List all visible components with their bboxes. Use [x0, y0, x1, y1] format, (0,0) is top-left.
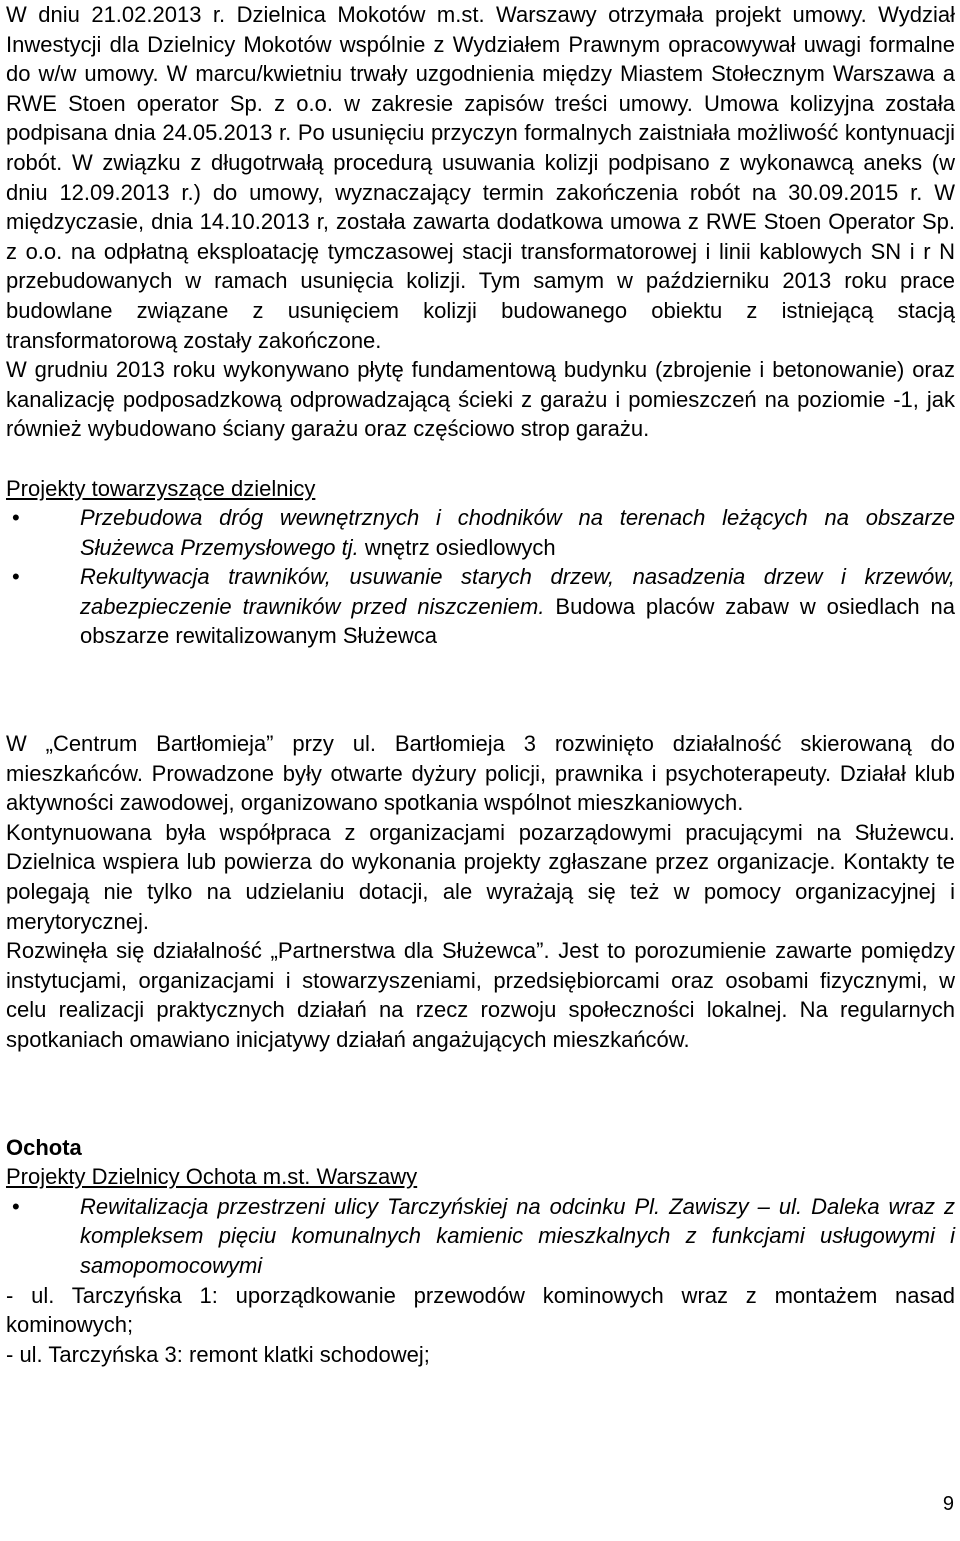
spacer [6, 1055, 955, 1133]
intro-paragraph: W dniu 21.02.2013 r. Dzielnica Mokotów m.st. Warszawy otrzymała projekt umowy. Wydział Inwestycji dla Dzielnicy Mokotów wspólnie z Wydziałem Prawnym opracowywał uwagi formalne do w/w umowy. W marcu/kwietniu trwały uzgodnienia między Miastem Stołecznym Warszawa a RWE Stoen operator Sp. z o.o. w zakresie zapisów treści umowy. Umowa kolizyjna została podpisana dnia 24.05.2013 r. Po usunięciu przyczyn formalnych zaistniała możliwość kontynuacji robót. W związku z długotrwałą procedurą usuwania kolizji podpisano z wykonawcą aneks (w dniu 12.09.2013 r.) do umowy, wyznaczający termin zakończenia robót na 30.09.2015 r. W międzyczasie, dnia 14.10.2013 r, została zawarta dodatkowa umowa z RWE Stoen Operator Sp. z o.o. na odpłatną eksploatację tymczasowej stacji transformatorowej i linii kablowych SN i r N przebudowanych w ramach usunięcia kolizji. Tym samym w październiku 2013 roku prace budowlane związane z usunięciem kolizji budowanego obiektu z istniejącą stacją transformatorową zostały zakończone. [6, 2, 955, 353]
page-number: 9 [942, 1493, 954, 1515]
document-page [6, 0, 955, 1369]
centrum-paragraph: W „Centrum Bartłomieja” przy ul. Bartłomieja 3 rozwinięto działalność skierowaną do mieszkańców. Prowadzone były otwarte dyżury policji, prawnika i psychoterapeuty. Działał klub aktywności zawodowej, organizowano spotkania wspólnot mieszkaniowych. [6, 731, 955, 816]
list-item [6, 503, 955, 562]
ochota-item-1: - ul. Tarczyńska 1: uporządkowanie przewodów kominowych wraz z montażem nasad kominowych; [6, 1282, 955, 1338]
ochota-bullet-list [6, 1192, 955, 1281]
bullet-icon: • [12, 505, 20, 531]
bullet-icon: • [12, 564, 20, 590]
bullet-plain-text: Budowa placów zabaw w osiedlach na obszarze rewitalizowanym Służewca [80, 593, 956, 649]
bullet-italic-text: Rekultywacja trawników, usuwanie starych drzew, nasadzenia drzew i krzewów, zabezpieczenie trawników przed niszczeniem. [80, 564, 955, 619]
spacer [6, 444, 955, 474]
bullet-italic-text: Przebudowa dróg wewnętrznych i chodników na terenach leżących na obszarze Służewca Przemysłowego tj. [80, 505, 955, 560]
bullet-text: Rewitalizacja przestrzeni ulicy Tarczyńskiej na odcinku Pl. Zawiszy – ul. Daleka wraz z kompleksem pięciu komunalnych kamienic mieszkalnych z funkcjami usługowymi i samopomocowymi [80, 1193, 955, 1278]
december-paragraph: W grudniu 2013 roku wykonywano płytę fundamentową budynku (zbrojenie i betonowanie) oraz kanalizację podposadzkową odprowadzającą ścieki z garażu i pomieszczeń na poziomie -1, jak również wybudowano ściany garażu oraz częściowo strop garażu. [6, 357, 955, 442]
list-item [6, 562, 955, 651]
bullet-plain-text: wnętrz osiedlowych [358, 534, 556, 560]
list-item [6, 1192, 955, 1281]
partnership-paragraph: Rozwinęła się działalność „Partnerstwa dla Służewca”. Jest to porozumienie zawarte pomiędzy instytucjami, organizacjami i stowarzyszeniami, przedsiębiorcami oraz osobami fizycznymi, w celu realizacji praktycznych działań na rzecz rozwoju społeczności lokalnej. Na regularnych spotkaniach omawiano inicjatywy działań angażujących mieszkańców. [6, 938, 955, 1052]
spacer [6, 651, 955, 729]
ngo-paragraph: Kontynuowana była współpraca z organizacjami pozarządowymi pracującymi na Służewcu. Dzielnica wspiera lub powierza do wykonania projekty zgłaszane przez organizacje. Kontakty te polegają nie tylko na udzielaniu dotacji, ale wyrażają się też w pomocy organizacyjnej i merytorycznej. [6, 819, 955, 934]
bullet-icon: • [12, 1193, 20, 1219]
ochota-subheading: Projekty Dzielnicy Ochota m.st. Warszawy [6, 1164, 418, 1190]
section-mokotow-heading: Projekty towarzyszące dzielnicy [6, 475, 316, 501]
mokotow-bullet-list [6, 503, 955, 651]
ochota-item-2: - ul. Tarczyńska 3: remont klatki schodowej; [6, 1341, 430, 1367]
ochota-heading: Ochota [6, 1134, 82, 1160]
